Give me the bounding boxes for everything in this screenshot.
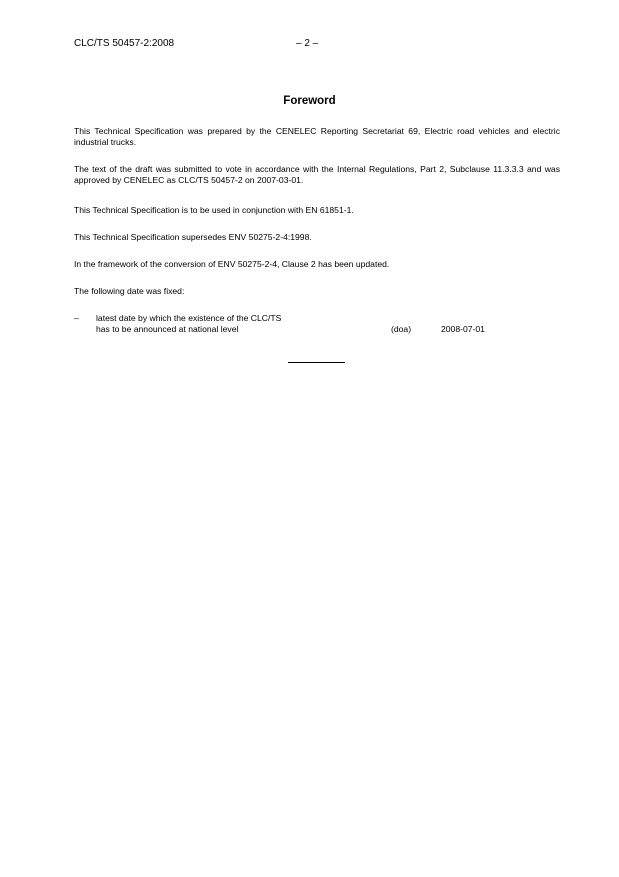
- paragraph-conjunction: This Technical Specification is to be used in conjunction with EN 61851-1.: [74, 205, 354, 215]
- paragraph-supersedes: This Technical Specification supersedes ENV 50275-2-4:1998.: [74, 232, 312, 242]
- date-code: (doa): [391, 323, 412, 334]
- document-id: CLC/TS 50457-2:2008: [74, 38, 175, 49]
- paragraph-vote: The text of the draft was submitted to vote in accordance with the Internal Regulations, Part 2, Subclause 11.3.3.3 and was approved by CENELEC as CLC/TS 50457-2 on 2007-03-01.: [74, 164, 560, 185]
- section-title: Foreword: [283, 95, 336, 107]
- paragraph-date-fixed: The following date was fixed:: [74, 286, 185, 296]
- page-number: – 2 –: [296, 38, 319, 49]
- date-description: [96, 313, 376, 334]
- paragraph-conversion: In the framework of the conversion of ENV 50275-2-4, Clause 2 has been updated.: [74, 259, 390, 269]
- date-value: 2008-07-01: [441, 323, 485, 334]
- end-rule: [288, 362, 345, 363]
- paragraph-prepared-by: This Technical Specification was prepared by the CENELEC Reporting Secretariat 69, Electric road vehicles and electric industrial trucks.: [74, 126, 560, 147]
- date-description-line-1: latest date by which the existence of the CLC/TS: [96, 313, 282, 323]
- list-dash: –: [74, 313, 79, 323]
- date-description-line-2: has to be announced at national level: [96, 323, 239, 334]
